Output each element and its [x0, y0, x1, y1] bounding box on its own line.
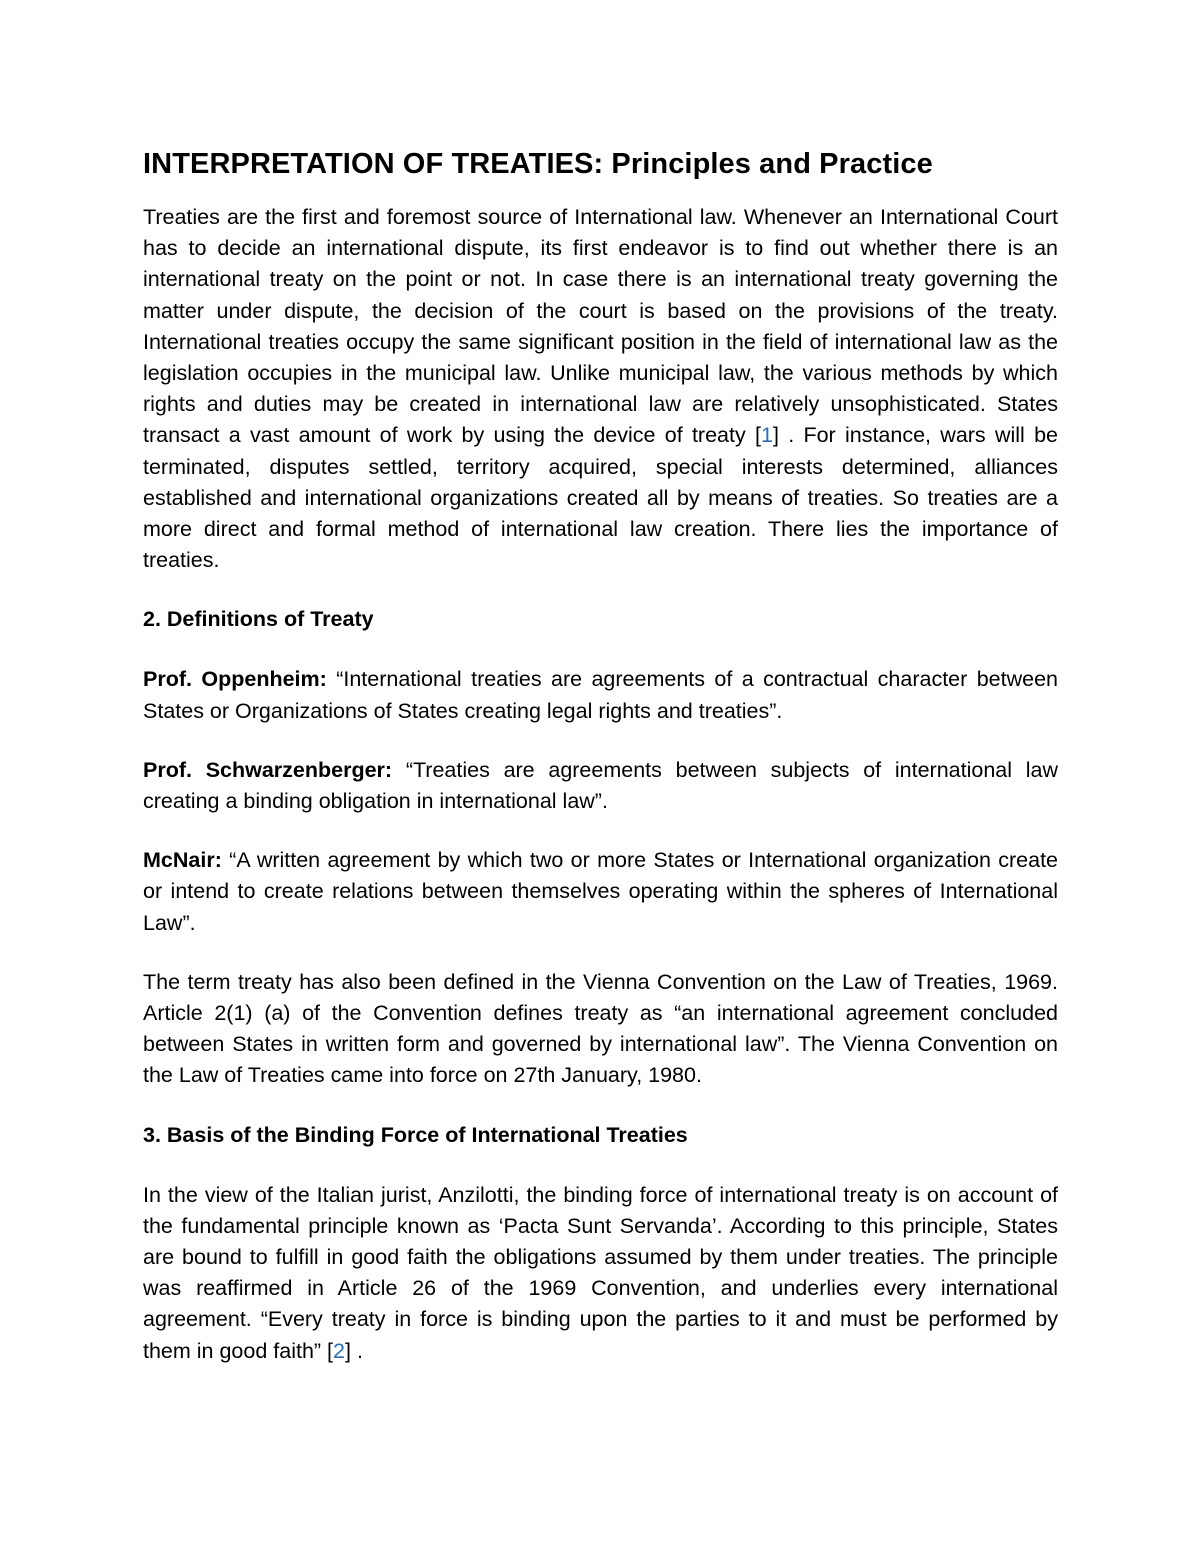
mcnair-definition — [143, 845, 1058, 939]
footnote-ref-1[interactable]: 1 — [760, 423, 773, 448]
binding-force-text-part2: ] . — [345, 1338, 363, 1363]
schwarzenberger-quote: “Treaties are agreements between subjects of international law creating a binding obligation in international law”. — [143, 757, 1058, 814]
footnote-ref-2[interactable]: 2 — [333, 1338, 345, 1363]
section-3-heading: 3. Basis of the Binding Force of International Treaties — [143, 1122, 688, 1147]
mcnair-label: McNair: — [143, 848, 222, 873]
binding-force-text-part1: In the view of the Italian jurist, Anzilotti, the binding force of international treaty is on account of the fundamental principle known as ‘Pacta Sunt Servanda’. According to this principle, States are bound to fulfill in good faith the obligations assumed by them under treaties. The principle was reaffirmed in Article 26 of the 1969 Convention, and underlies every international agreement. “Every treaty in force is binding upon the parties to it and must be performed by them in good faith” [ — [143, 1182, 1058, 1363]
oppenheim-quote: “International treaties are agreements of a contractual character between States or Organizations of States creating legal rights and treaties”. — [143, 667, 1058, 723]
intro-text-part2: ] . For instance, wars will be terminated, disputes settled, territory acquired, special interests determined, alliances established and international organizations created all by means of treaties. So treaties are a more direct and formal method of international law creation. There lies the importance of treaties. — [143, 423, 1058, 573]
oppenheim-label: Prof. Oppenheim: — [143, 667, 327, 692]
mcnair-quote: “A written agreement by which two or more States or International organization create or intend to create relations between themselves operating within the spheres of International Law”. — [143, 848, 1058, 935]
schwarzenberger-label: Prof. Schwarzenberger: — [143, 757, 393, 782]
section-2-heading: 2. Definitions of Treaty — [143, 607, 374, 632]
vienna-convention-paragraph: The term treaty has also been defined in the Vienna Convention on the Law of Treaties, 1969. Article 2(1) (a) of the Convention defines treaty as “an international agreement concluded between States in written form and governed by international law”. The Vienna Convention on the Law of Treaties came into force on 27th January, 1980. — [143, 969, 1058, 1088]
schwarzenberger-definition — [143, 755, 1058, 817]
document-body — [143, 144, 1058, 1395]
intro-text-part1: Treaties are the first and foremost source of International law. Whenever an International Court has to decide an international dispute, its first endeavor is to find out whether there is an international treaty on the point or not. In case there is an international treaty governing the matter under dispute, the decision of the court is based on the provisions of the treaty. International treaties occupy the same significant position in the field of international law as the legislation occupies in the municipal law. Unlike municipal law, the various methods by which rights and duties may be created in international law are relatively unsophisticated. States transact a vast amount of work by using the device of treaty [ — [143, 205, 1058, 448]
binding-force-paragraph — [143, 1180, 1058, 1367]
oppenheim-definition — [143, 664, 1058, 726]
document-title: INTERPRETATION OF TREATIES: Principles and Practice — [143, 148, 933, 180]
intro-paragraph — [143, 202, 1058, 576]
